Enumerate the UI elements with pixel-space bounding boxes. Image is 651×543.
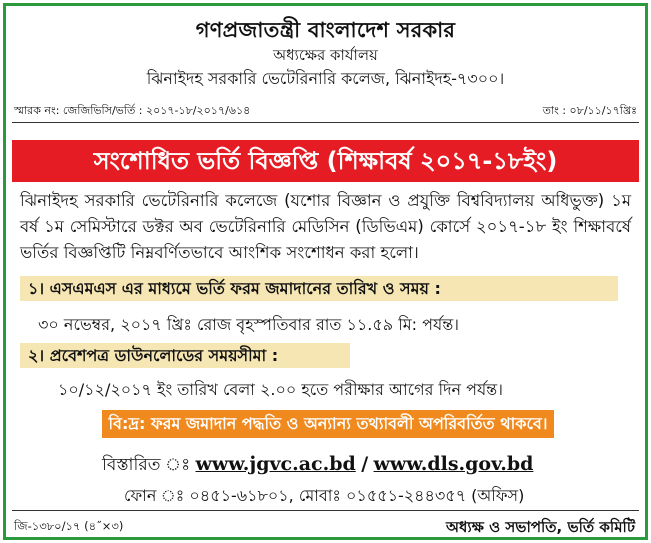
website-link-jgvc[interactable]: www.jgvc.ac.bd — [195, 453, 356, 475]
website-link-dls[interactable]: www.dls.gov.bd — [373, 453, 534, 475]
notice-title: সংশোধিত ভর্তি বিজ্ঞপ্তি (শিক্ষাবর্ষ ২০১৭-১৮ইং) — [12, 140, 639, 182]
signatory: অধ্যক্ষ ও সভাপতি, ভর্তি কমিটি — [446, 518, 635, 536]
notice-frame — [3, 3, 648, 540]
note-banner: বি:দ্র: ফরম জমাদান পদ্ধতি ও অন্যান্য তথ্যাবলী অপরিবর্তিত থাকবে। — [102, 410, 554, 438]
url-separator: / — [361, 453, 369, 475]
college-name: ঝিনাইদহ সরকারি ভেটেরিনারি কলেজ, ঝিনাইদহ-৭৩০০। — [146, 69, 505, 88]
section-heading-admit-card: ২। প্রবেশপত্র ডাউনলোডের সময়সীমা : — [20, 343, 350, 368]
government-title: গণপ্রজাতন্ত্রী বাংলাদেশ সরকার — [195, 18, 456, 42]
details-line — [102, 452, 533, 480]
details-label: বিস্তারিত ঃ — [102, 455, 191, 475]
notice-date: তাং : ০৮/১১/১৭খ্রিঃ — [542, 104, 637, 117]
office-name: অধ্যক্ষের কার্যালয় — [273, 46, 378, 64]
divider — [12, 122, 639, 123]
govt-press-code: জি-১৩৮০/১৭ (৪˝×৩) — [14, 519, 124, 533]
divider — [12, 510, 639, 511]
intro-paragraph: ঝিনাইদহ সরকারি ভেটেরিনারি কলেজে (যশোর বিজ্ঞান ও প্রযুক্তি বিশ্ববিদ্যালয় অধিভুক্ত) ১ম বর্ষ ১ম সেমিস্টারে ডক্টর অব ভেটেরিনারি মেডিসিন (ডিভিএম) কোর্সে ২০১৭-১৮ ইং শিক্ষাবর্ষে ভর্তির বিজ্ঞপ্তিটি নিম্নবর্ণিতভাবে আংশিক সংশোধন করা হলো। — [20, 191, 631, 262]
reference-line — [12, 102, 639, 118]
section-text-admit-card: ১০/১২/২০১৭ ইং তারিখ বেলা ২.০০ হতে পরীক্ষার আগের দিন পর্যন্ত। — [58, 380, 503, 399]
section-text-sms-deadline: ৩০ নভেম্বর, ২০১৭ খ্রিঃ রোজ বৃহস্পতিবার রাত ১১.৫৯ মি: পর্যন্ত। — [38, 315, 459, 334]
memo-number: স্মারক নং: জেজিভিসি/ভর্তি : ২০১৭-১৮/২০১৭/৬১৪ — [14, 104, 251, 117]
section-heading-sms-deadline: ১। এসএমএস এর মাধ্যমে ভর্তি ফরম জমাদানের তারিখ ও সময় : — [20, 276, 618, 301]
phone-line: ফোন ঃ ০৪৫১-৬১৮০১, মোবাঃ ০১৫৫১-২৪৪৩৫৭ (অফিস) — [124, 486, 525, 505]
